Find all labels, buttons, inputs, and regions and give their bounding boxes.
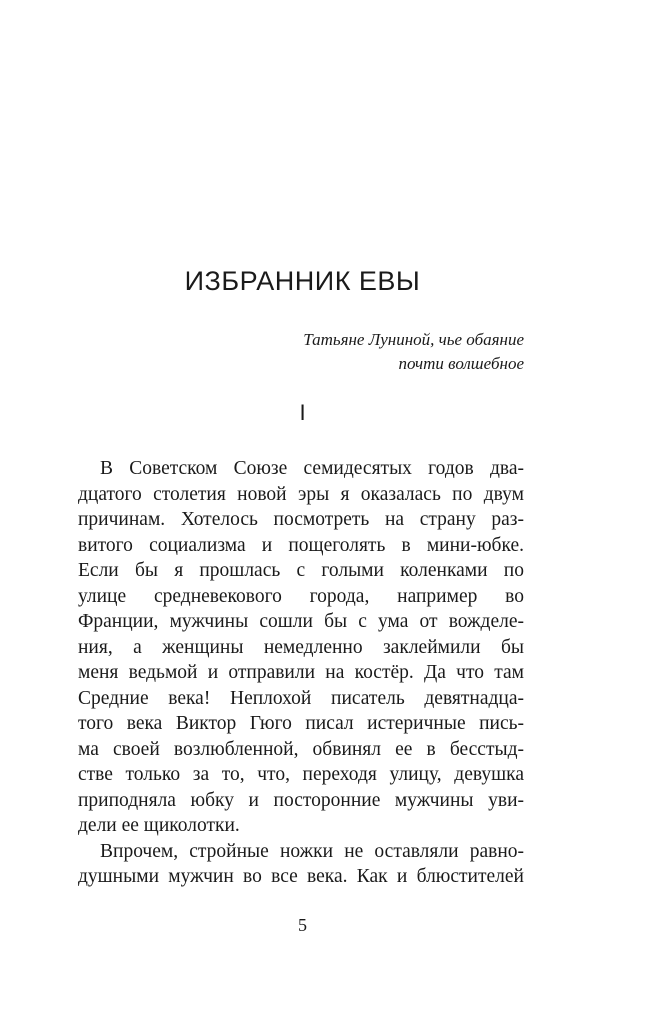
- text-line: Франции, мужчины сошли бы с ума от вожделе-: [78, 611, 524, 632]
- paragraph-1: [78, 456, 524, 839]
- chapter-title: ИЗБРАННИК ЕВЫ: [184, 266, 421, 296]
- text-line: Средние века! Неплохой писатель девятнадцa-: [78, 687, 524, 709]
- paragraph-2: [78, 839, 524, 890]
- text-line: витого социализма и пощеголять в мини-юбке.: [78, 534, 524, 556]
- epigraph: [303, 328, 524, 376]
- text-line: дцатого столетия новой эры я оказалась по двум: [78, 483, 524, 505]
- text-line: дели ее щиколотки.: [78, 815, 240, 836]
- text-line: причинам. Хотелось посмотреть на страну раз-: [78, 509, 524, 530]
- text-line: ма своей возлюбленной, обвинял ее в бесстыд-: [78, 738, 524, 760]
- text-line: стве только за то, что, переходя улицу, девушка: [78, 764, 524, 785]
- text-line: В Советском Союзе семидесятых годов два-: [100, 458, 524, 479]
- text-line: улице средневекового города, например во: [78, 585, 524, 607]
- chapter-number: I: [299, 400, 306, 425]
- body-text: [78, 456, 524, 890]
- text-line: того века Виктор Гюго писал истеричные пись-: [78, 713, 524, 734]
- epigraph-line-1: Татьяне Луниной, чье обаяние: [303, 330, 524, 349]
- text-line: ния, а женщины немедленно заклеймили бы: [78, 636, 524, 658]
- text-line: Если бы я прошлась с голыми коленками по: [78, 560, 524, 581]
- text-line: душными мужчин во все века. Как и блюстителей: [78, 866, 524, 887]
- page-number: 5: [298, 915, 307, 935]
- text-line: меня ведьмой и отправили на костёр. Да что там: [78, 662, 524, 683]
- epigraph-line-2: почти волшебное: [398, 354, 524, 373]
- text-line: Впрочем, стройные ножки не оставляли равно-: [100, 840, 524, 862]
- text-line: приподняла юбку и посторонние мужчины уви-: [78, 789, 524, 811]
